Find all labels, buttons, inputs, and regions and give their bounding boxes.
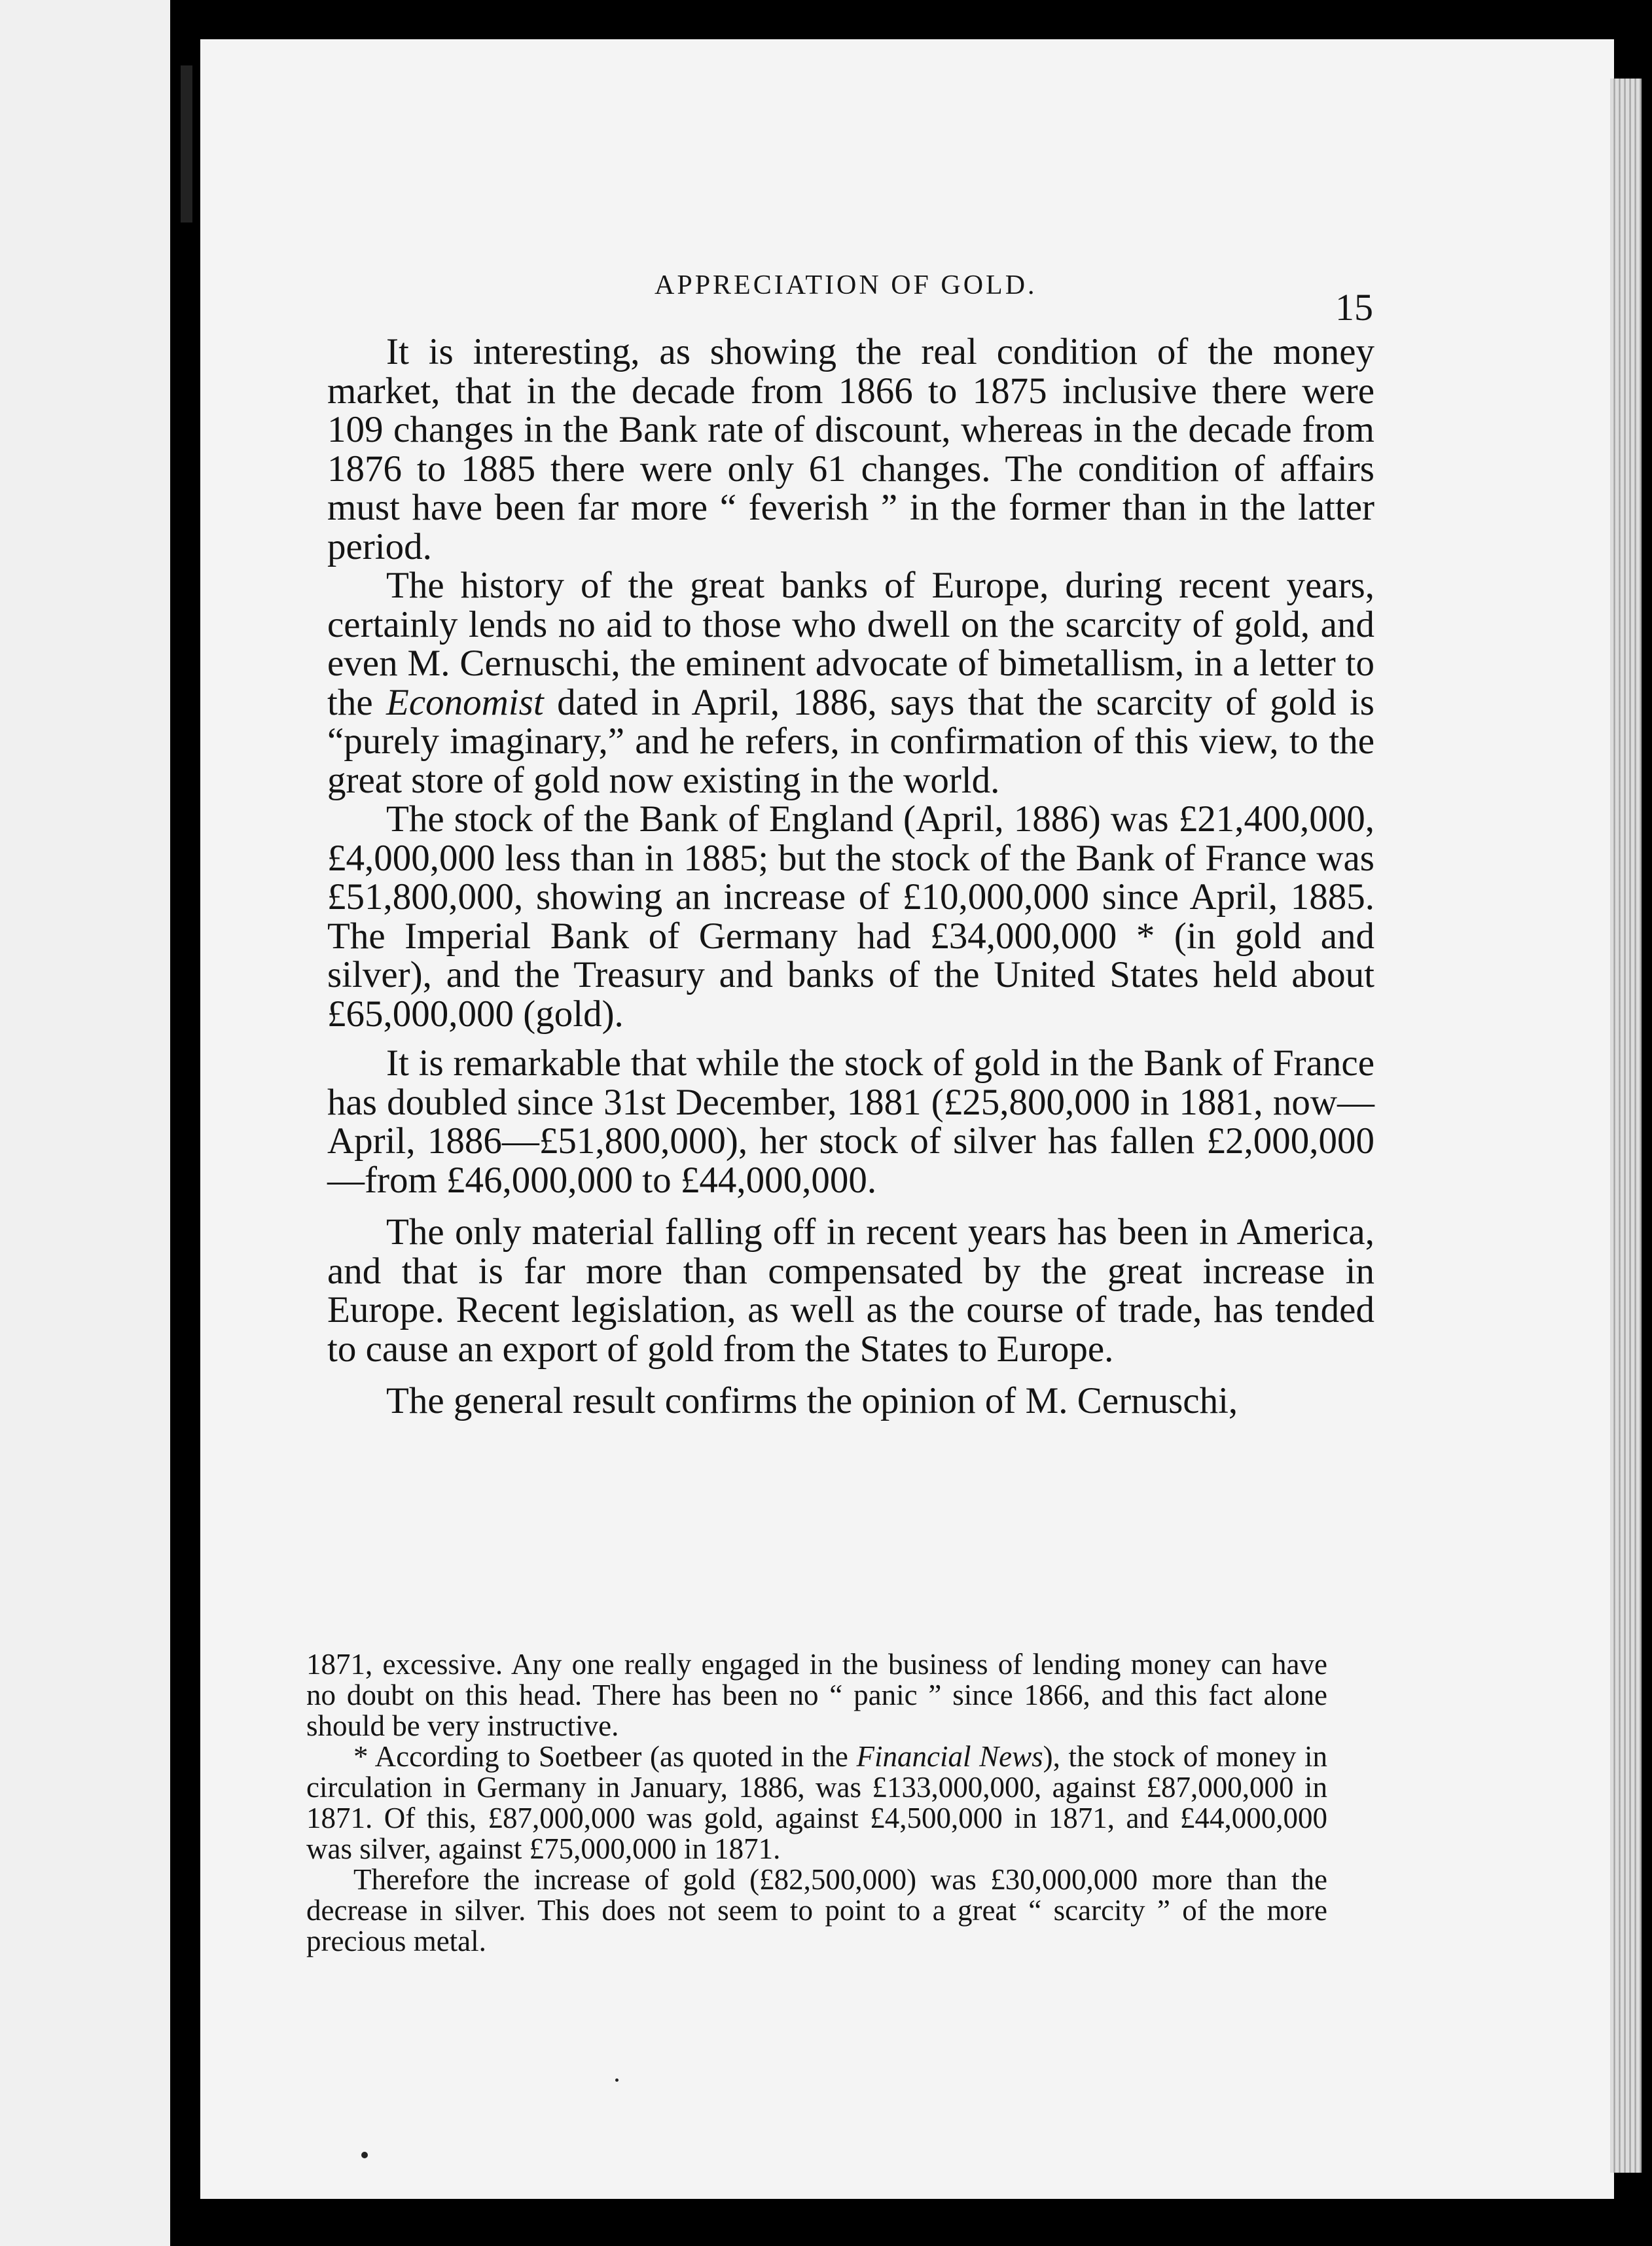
facing-page-edge (0, 0, 196, 2246)
page-number: 15 (1335, 286, 1373, 329)
book-gutter (170, 0, 200, 2246)
paragraph-bank-stocks: The stock of the Bank of England (April, 1886) was £21,400,000, £4,000,000 less than in 1885; but the stock of the Bank of France was £51,800,000, showing an increase of £10,000,000 since April, 1885. The Imperial Bank of Germany had £34,000,000 * (in gold and silver), and the Treasury and banks of the United States held about £65,000,000 (gold). (327, 798, 1374, 1035)
publication-title: Financial News (856, 1740, 1043, 1773)
ink-speck (615, 2078, 619, 2082)
footnotes (306, 1649, 1327, 1957)
paragraph-america: The only material falling off in recent years has been in America, and that is far more than compensated by the great increase in Europe. Recent legislation, as well as the course of trade, has tended to cause an export of gold from the States to Europe. (327, 1211, 1374, 1370)
footnote-text: ), the stock of money in circulation in Germany in January, 1886, was £133,000,000, against £87,000,000 in 1871. Of this, £87,000,000 was gold, against £4,500,000 in 1871, and £44,000,000 was silver, against £75,000,000 in 1871. (306, 1740, 1328, 1865)
footnote-continued: 1871, excessive. Any one really engaged in the business of lending money can have no doubt on this head. There has been no “ panic ” since 1866, and this fact alone should be very instructive. (306, 1648, 1327, 1742)
footnote-soetbeer (306, 1741, 1327, 1864)
paragraph-general-result: The general result confirms the opinion of M. Cernuschi, (386, 1380, 1238, 1421)
paragraph-bank-rate: It is interesting, as showing the real condition of the money market, that in the decade from 1866 to 1875 inclusive there were 109 changes in the Bank rate of discount, whereas in the decade from 1876 to 1885 there were only 61 changes. The condition of affairs must have been far more “ feverish ” in the former than in the latter period. (327, 331, 1374, 567)
paragraph-bank-of-france: It is remarkable that while the stock of gold in the Bank of France has doubled since 31st December, 1881 (£25,800,000 in 1881, now—April, 1886—£51,800,000), her stock of silver has fallen £2,000,000—from £46,000,000 to £44,000,000. (327, 1043, 1374, 1201)
paragraph-text: dated in April, 1886, says that the scarcity of gold is “purely imaginary,” and he refers, in confirmation of this view, to the great store of gold now existing in the world. (327, 681, 1374, 801)
running-head: APPRECIATION OF GOLD. (655, 270, 1037, 300)
page-fore-edge (1610, 79, 1642, 2173)
paragraph-text: The history of the great banks of Europe, during recent years, certainly lends no aid to those who dwell on the scarcity of gold, and even M. Cernuschi, the eminent advocate of bimetallism, in a letter to the (327, 565, 1374, 723)
footnote-text: * According to Soetbeer (as quoted in the (353, 1740, 857, 1773)
ink-speck (361, 2152, 368, 2158)
footnote-therefore: Therefore the increase of gold (£82,500,000) was £30,000,000 more than the decrease in silver. This does not seem to point to a great “ scarcity ” of the more precious metal. (306, 1863, 1327, 1957)
gutter-crease (181, 65, 192, 223)
body-text (327, 332, 1374, 1421)
paragraph-history-banks (327, 566, 1374, 800)
publication-title: Economist (386, 681, 544, 723)
